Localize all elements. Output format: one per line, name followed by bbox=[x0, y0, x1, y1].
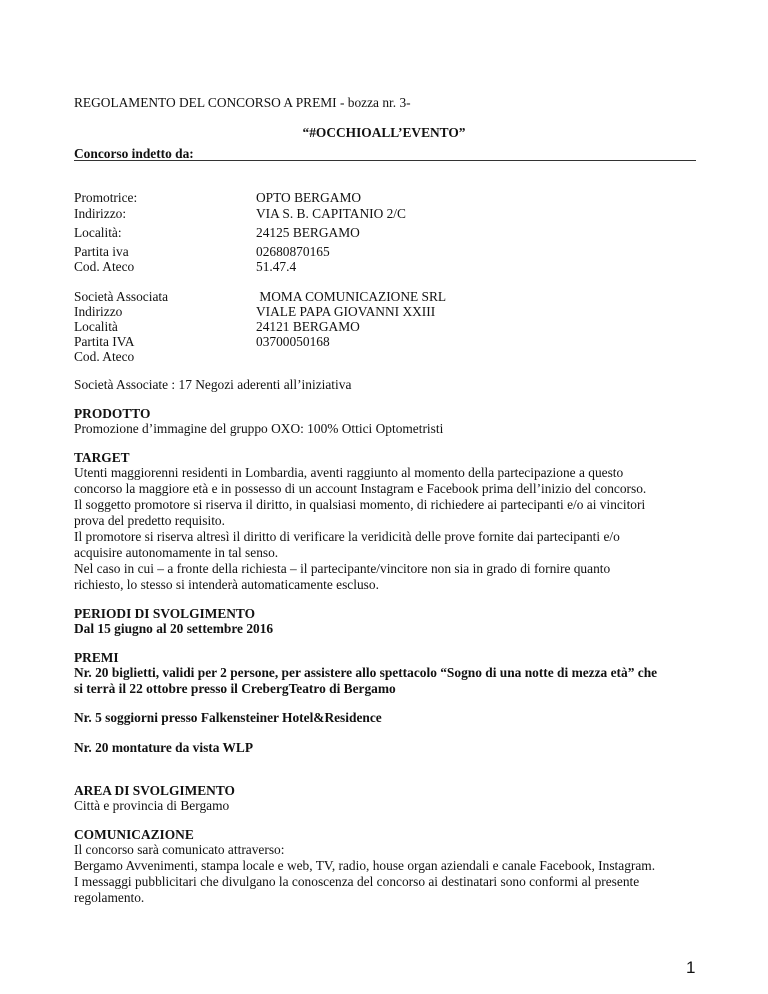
associate-line: Società Associate : 17 Negozi aderenti all’iniziativa bbox=[74, 377, 352, 392]
prodotto-text: Promozione d’immagine del gruppo OXO: 100% Ottici Optometristi bbox=[74, 421, 444, 436]
target-line: prova del predetto requisito. bbox=[74, 513, 225, 528]
prize-line: si terrà il 22 ottobre presso il CrebergTeatro di Bergamo bbox=[74, 681, 396, 696]
comunicazione-line: Bergamo Avvenimenti, stampa locale e web, TV, radio, house organ aziendali e canale Facebook, Instagram. bbox=[74, 858, 656, 873]
document-title: REGOLAMENTO DEL CONCORSO A PREMI - bozza nr. 3- bbox=[74, 95, 411, 110]
comunicazione-line: regolamento. bbox=[74, 890, 145, 905]
target-line: richiesto, lo stesso si intenderà automaticamente escluso. bbox=[74, 577, 379, 592]
contest-name: “#OCCHIOALL’EVENTO” bbox=[302, 125, 466, 140]
associata-indirizzo-label: Indirizzo bbox=[74, 304, 123, 319]
target-heading: TARGET bbox=[74, 450, 130, 465]
periodi-heading: PERIODI DI SVOLGIMENTO bbox=[74, 606, 256, 621]
area-text: Città e provincia di Bergamo bbox=[74, 798, 230, 813]
target-line: Il promotore si riserva altresì il diritto di verificare la veridicità delle prove fornite dai partecipanti e/o bbox=[74, 529, 620, 544]
target-line: Il soggetto promotore si riserva il diritto, in qualsiasi momento, di richiedere ai partecipanti e/o ai vincitori bbox=[74, 497, 646, 512]
comunicazione-line: I messaggi pubblicitari che divulgano la conoscenza del concorso ai destinatari sono conformi al presente bbox=[74, 874, 640, 889]
prize-line: Nr. 20 biglietti, validi per 2 persone, per assistere allo spettacolo “Sogno di una notte di mezza età” che bbox=[74, 665, 658, 680]
associata-cod-ateco-label: Cod. Ateco bbox=[74, 349, 135, 364]
prize-line: Nr. 20 montature da vista WLP bbox=[74, 740, 254, 755]
associata-value: MOMA COMUNICAZIONE SRL bbox=[256, 289, 447, 304]
comunicazione-heading: COMUNICAZIONE bbox=[74, 827, 194, 842]
associata-localita-label: Località bbox=[74, 319, 118, 334]
prodotto-heading: PRODOTTO bbox=[74, 406, 151, 421]
partita-iva-label: Partita iva bbox=[74, 244, 129, 259]
localita-value: 24125 BERGAMO bbox=[256, 225, 360, 240]
periodi-text: Dal 15 giugno al 20 settembre 2016 bbox=[74, 621, 274, 636]
cod-ateco-label: Cod. Ateco bbox=[74, 259, 135, 274]
partita-iva-value: 02680870165 bbox=[256, 244, 330, 259]
associata-localita-value: 24121 BERGAMO bbox=[256, 319, 360, 334]
target-line: Nel caso in cui – a fronte della richiesta – il partecipante/vincitore non sia in grado di fornire quanto bbox=[74, 561, 611, 576]
target-line: acquisire autonomamente in tal senso. bbox=[74, 545, 279, 560]
indirizzo-value: VIA S. B. CAPITANIO 2/C bbox=[256, 206, 406, 221]
prize-line: Nr. 5 soggiorni presso Falkensteiner Hotel&Residence bbox=[74, 710, 382, 725]
page-number: 1 bbox=[686, 958, 696, 977]
comunicazione-line: Il concorso sarà comunicato attraverso: bbox=[74, 842, 285, 857]
target-line: Utenti maggiorenni residenti in Lombardia, aventi raggiunto al momento della partecipazione a questo bbox=[74, 465, 624, 480]
associata-partita-iva-value: 03700050168 bbox=[256, 334, 330, 349]
area-heading: AREA DI SVOLGIMENTO bbox=[74, 783, 235, 798]
promotrice-value: OPTO BERGAMO bbox=[256, 190, 362, 205]
premi-heading: PREMI bbox=[74, 650, 119, 665]
associata-partita-iva-label: Partita IVA bbox=[74, 334, 135, 349]
indirizzo-label: Indirizzo: bbox=[74, 206, 127, 221]
promotrice-label: Promotrice: bbox=[74, 190, 138, 205]
heading-rule bbox=[74, 160, 696, 161]
associata-indirizzo-value: VIALE PAPA GIOVANNI XXIII bbox=[256, 304, 436, 319]
indetto-heading: Concorso indetto da: bbox=[74, 146, 194, 161]
localita-label: Località: bbox=[74, 225, 122, 240]
cod-ateco-value: 51.47.4 bbox=[256, 259, 297, 274]
target-line: concorso la maggiore età e in possesso di un account Instagram e Facebook prima dell’inizio del concorso. bbox=[74, 481, 647, 496]
associata-label: Società Associata bbox=[74, 289, 169, 304]
